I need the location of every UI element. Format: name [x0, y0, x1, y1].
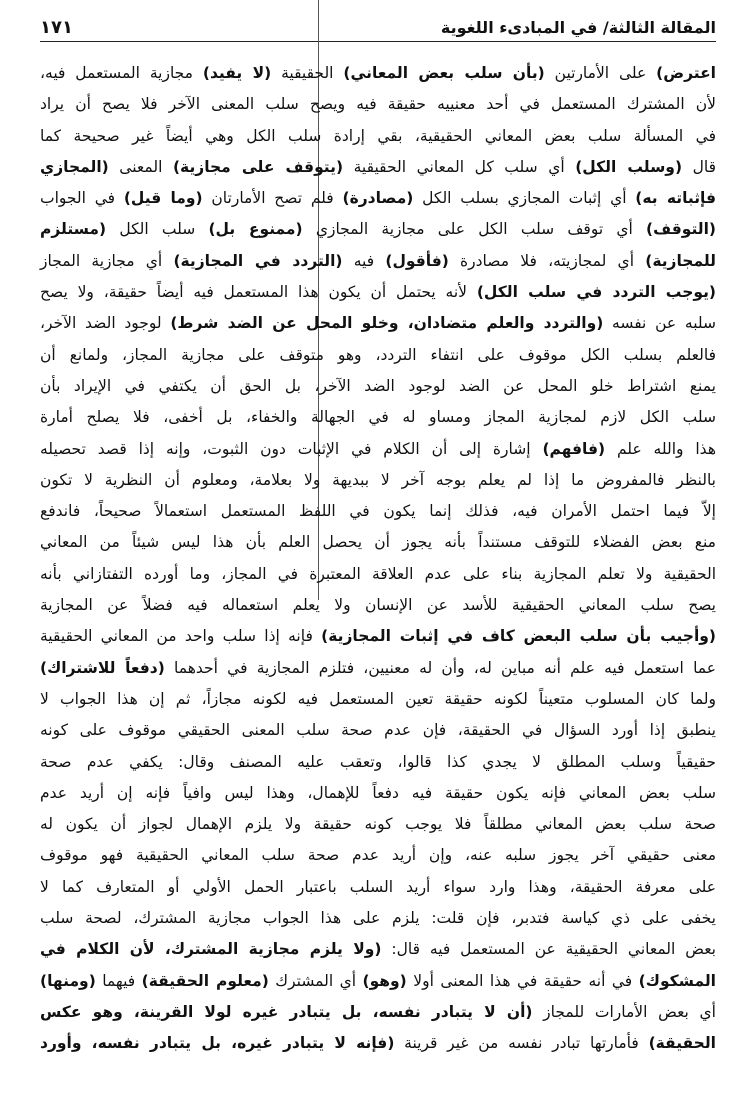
text-line	[40, 934, 716, 965]
matn-bold-text: الحقيقة)	[648, 1034, 716, 1053]
commentary-text: لوجود الضد الآخر،	[40, 314, 171, 333]
commentary-text: الحقيقية ولا تعلم المجازية بناء على عدم العلاقة المعتبرة في المجاز، وما أورده التفتازاني بأنه	[40, 564, 716, 583]
commentary-text: يمنع اشتراط خلو المحل عن الضد لوجود الضد الآخر، بل الحق أن يكتفي في الإيراد بأن	[40, 376, 716, 395]
commentary-text: ولما كان المسلوب متعيناً لكونه حقيقة تعين المستعمل فيه لكونه مجازاً، ثم إن هذا الجواب لا	[40, 689, 716, 708]
matn-bold-text: (وسلب الكل)	[575, 157, 683, 176]
text-line	[40, 809, 716, 840]
body-text	[40, 58, 716, 1060]
matn-bold-text: (أن لا يتبادر نفسه، بل يتبادر غيره لولا القرينة، وهو عكس	[40, 1002, 533, 1021]
commentary-text: سلب الكل لازم لمجازية المجاز ومساو له في الجهالة والخفاء، بل أخفى، فلا يصلح أمارة	[40, 408, 716, 427]
matn-bold-text: (بأن سلب بعض المعاني)	[343, 64, 545, 82]
matn-bold-text: (ولا يلزم مجازية المشترك، لأن الكلام في	[40, 940, 382, 959]
commentary-text: مجازية المستعمل فيه،	[40, 64, 203, 82]
text-line	[40, 715, 716, 746]
page-number: ١٧١	[40, 16, 73, 38]
commentary-text: إلاّ فيما احتمل الأمران فيه، فذلك إنما يكون في اللفظ المستعمل استعمالاً صحيحاً، فاندفع	[40, 502, 716, 521]
text-line	[40, 527, 716, 558]
matn-bold-text: للمجازية)	[645, 251, 716, 270]
matn-bold-text: (وهو)	[362, 971, 407, 990]
text-line	[40, 183, 716, 214]
matn-bold-text: (التردد في المجازية)	[173, 251, 343, 270]
commentary-text: لأنه يحتمل أن يكون هذا المستعمل فيه أيضاً حقيقة، ولا يصح	[40, 283, 477, 302]
commentary-text: فيهما	[95, 971, 142, 990]
commentary-text: أي سلب كل المعاني الحقيقية	[343, 157, 576, 176]
text-line	[40, 778, 716, 809]
matn-bold-text: (مستلزم	[40, 220, 107, 239]
text-line	[40, 903, 716, 934]
commentary-text: فإنه إذا سلب واحد من المعاني الحقيقية	[40, 627, 322, 646]
commentary-text: في الجواب	[40, 189, 124, 208]
commentary-text: معنى حقيقي آخر يجوز سلبه عنه، وإن أريد عدم صحة سلب المعاني الحقيقية فهو موقوف	[40, 846, 716, 865]
commentary-text: على الأمارتين	[544, 64, 657, 82]
matn-bold-text: (فافهم)	[542, 439, 606, 458]
matn-bold-text: (فإنه لا يتبادر غيره، بل يتبادر نفسه، وأورد	[40, 1034, 395, 1053]
commentary-text: فلم تصح الأمارتان	[202, 189, 343, 208]
matn-bold-text: (فأقول)	[385, 251, 449, 270]
commentary-text: أي توقف سلب الكل على مجازية المجازي	[302, 220, 647, 239]
commentary-text: على معرفة الحقيقة، وهذا وارد سواء أريد السلب باعتبار الحمل الأولي أو المتعارف كما لا	[40, 877, 716, 896]
commentary-text: فالعلم بسلب الكل موقوف على انتفاء التردد، وهو متوقف على مجازية المجاز، ولمانع أن	[40, 345, 716, 364]
page-header	[40, 14, 716, 40]
commentary-text: يصح سلب المعاني الحقيقية للأسد عن الإنسان ولا يعلم استعماله فيه فضلاً عن المجازية	[40, 596, 716, 615]
matn-bold-text: (ومنها)	[40, 971, 96, 990]
commentary-text: أي بعض الأمارات للمجاز	[532, 1002, 716, 1021]
text-line	[40, 872, 716, 903]
text-line	[40, 465, 716, 496]
text-line	[40, 371, 716, 402]
matn-bold-text: (مصادرة)	[342, 189, 414, 208]
matn-bold-text: (ممنوع بل)	[208, 220, 303, 239]
matn-bold-text: (المجازي	[40, 157, 109, 176]
matn-bold-text: (معلوم الحقيقة)	[141, 971, 269, 990]
text-line	[40, 653, 716, 684]
text-line	[40, 308, 716, 339]
commentary-text: لأن المشترك المستعمل في أحد معنييه حقيقة فيه ويصح سلب المعنى الآخر فلا يصح أن يراد	[40, 95, 716, 114]
commentary-text: أي إثبات المجازي بسلب الكل	[413, 189, 636, 208]
commentary-text: في المسألة سلب بعض المعاني الحقيقية، بقي إرادة سلب الكل وهي أيضاً غير صحيحة كما	[40, 126, 716, 145]
text-line	[40, 966, 716, 997]
text-line	[40, 214, 716, 245]
matn-bold-text: (يتوقف على مجازية)	[172, 157, 344, 176]
commentary-text: بعض المعاني الحقيقية عن المستعمل فيه قال:	[381, 940, 716, 959]
text-line	[40, 277, 716, 308]
text-line	[40, 434, 716, 465]
commentary-text: بالنظر فالمفروض ما إذا لم يعلم بوجه آخر لا ببديهة ولا بعلامة، ومعلوم أن النظرية لا تكون	[40, 470, 716, 489]
matn-bold-text: (التوقف)	[646, 220, 717, 239]
matn-bold-text: (وما قيل)	[123, 189, 203, 208]
matn-bold-text: (والتردد والعلم متضادان، وخلو المحل عن الضد شرط)	[170, 314, 604, 333]
commentary-text: قال	[682, 157, 717, 176]
matn-bold-text: (لا يفيد)	[202, 64, 272, 82]
text-line	[40, 58, 716, 89]
text-line	[40, 246, 716, 277]
text-line	[40, 559, 716, 590]
matn-bold-text: فإثباته به)	[635, 189, 717, 208]
text-line	[40, 840, 716, 871]
text-line	[40, 1028, 716, 1059]
text-line	[40, 684, 716, 715]
commentary-text: سلب الكل	[106, 220, 209, 239]
commentary-text: يخفى على ذي كياسة فتدبر، فإن قلت: يلزم على هذا الجواب مجازية المشترك، لصحة سلب	[40, 909, 716, 928]
text-line	[40, 590, 716, 621]
commentary-text: أي مجازية المجاز	[40, 251, 174, 270]
commentary-text: ينطبق إذا أورد السؤال في الحقيقة، فإن عدم صحة سلب المعنى الحقيقي موقوف على كونه	[40, 721, 716, 740]
text-line	[40, 747, 716, 778]
text-line	[40, 340, 716, 371]
text-line	[40, 89, 716, 120]
text-line	[40, 997, 716, 1028]
running-title: المقالة الثالثة/ في المبادىء اللغوية	[440, 17, 716, 37]
commentary-text: سلب بعض المعاني فإنه يكون حقيقة فيه دفعاً للإهمال، وهذا ليس وافياً فإنه إن أريد عدم	[40, 783, 716, 802]
commentary-text: هذا والله علم	[605, 439, 716, 458]
commentary-text: أي لمجازيته، فلا مصادرة	[448, 251, 646, 270]
commentary-text: الحقيقية	[271, 64, 344, 82]
text-line	[40, 402, 716, 433]
commentary-text: فأمارتها تبادر نفسه من غير قرينة	[394, 1034, 649, 1053]
text-line	[40, 152, 716, 183]
commentary-text: سلبه عن نفسه	[603, 314, 716, 333]
commentary-text: منع بعض الفضلاء للتوقف مستنداً بأنه يجوز أن يحصل العلم بأن هذا ليس شيئاً من المعاني	[40, 533, 716, 552]
commentary-text: في أنه حقيقة في هذا المعنى أولا	[406, 971, 639, 990]
commentary-text: عما استعمل فيه علم أنه مباين له، وأن له معنيين، فتلزم المجازية في أحدهما	[164, 658, 716, 677]
matn-bold-text: (دفعاً للاشتراك)	[40, 658, 165, 677]
commentary-text: حقيقياً وسلب المطلق لا يجدي كذا قالوا، وتعقب عليه المصنف وقال: يكفي عدم صحة	[40, 752, 716, 771]
commentary-text: إشارة إلى أن الكلام في الإثبات دون الثبوت، وإنه إذا قصد تحصيله	[40, 439, 543, 458]
matn-bold-text: اعترض)	[656, 64, 716, 82]
header-rule	[40, 41, 716, 42]
matn-bold-text: (يوجب التردد في سلب الكل)	[476, 283, 717, 302]
text-line	[40, 121, 716, 152]
commentary-text: فيه	[342, 251, 386, 270]
commentary-text: أي المشترك	[268, 971, 363, 990]
commentary-text: صحة سلب بعض المعاني مطلقاً فلا يوجب كونه حقيقة ولا يلزم الإهمال لجواز أن يكون له	[40, 815, 716, 834]
text-line	[40, 496, 716, 527]
text-line	[40, 621, 716, 652]
matn-bold-text: المشكوك)	[638, 971, 716, 990]
commentary-text: المعنى	[108, 157, 173, 176]
matn-bold-text: (وأجيب بأن سلب البعض كاف في إثبات المجازية)	[321, 627, 717, 646]
